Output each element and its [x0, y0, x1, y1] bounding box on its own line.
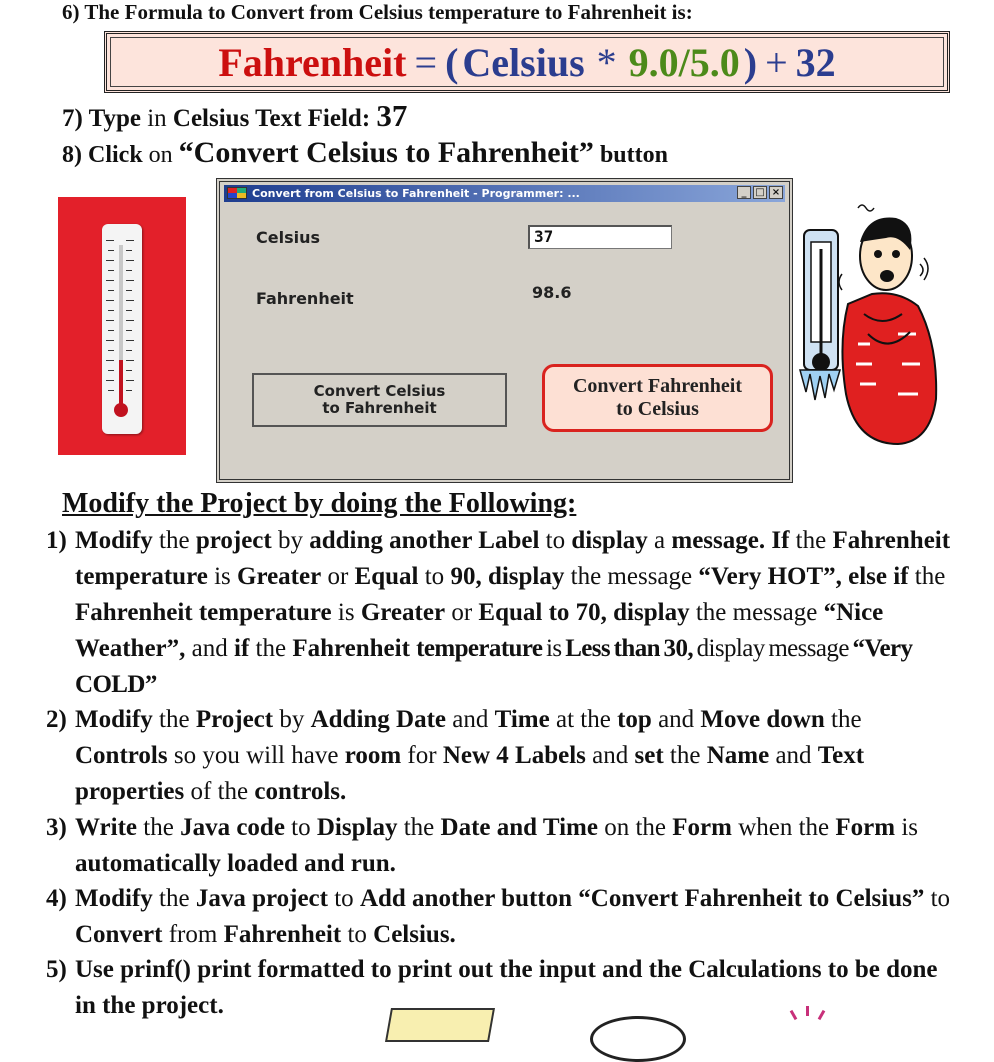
item3-text: the [798, 814, 830, 841]
item2-text: Time [494, 706, 550, 733]
item4-text: Celsius. [373, 921, 456, 948]
item4-text: “Convert Fahrenheit [578, 885, 803, 912]
item1-text: temperature [416, 635, 543, 662]
item2-text: Name [706, 742, 770, 769]
window-titlebar[interactable] [224, 185, 785, 202]
item1-text: is [337, 599, 355, 626]
sparkle-icon [806, 1006, 809, 1016]
item-number: 2) [46, 706, 67, 733]
item4-text: Convert [75, 921, 163, 948]
item2-text: at the [555, 706, 611, 733]
item2-text: Project [195, 706, 274, 733]
item2-text: and [452, 706, 489, 733]
item1-text: Equal to 70, display [478, 599, 690, 626]
item2-text: Controls [75, 742, 168, 769]
item1-text: to [424, 563, 445, 590]
item1-text: the [795, 527, 827, 554]
list-item [46, 881, 956, 953]
item1-text: Greater [237, 563, 322, 590]
item2-text: set [634, 742, 664, 769]
item5-text: to be done in the project. [75, 956, 938, 1019]
item3-text: Date and Time [440, 814, 598, 841]
item4-text: from [168, 921, 218, 948]
decorative-arc-icon [590, 1016, 686, 1062]
item3-text: the [143, 814, 174, 841]
item2-text: controls. [254, 778, 347, 805]
shivering-person-icon [839, 205, 936, 444]
list-item [46, 523, 956, 703]
item1-text: “Very COLD” [75, 635, 913, 698]
item4-text: Fahrenheit [223, 921, 342, 948]
formula-ratio: 9.0/5.0 [628, 39, 740, 85]
item2-text: for [407, 742, 437, 769]
convert-c-line2: to Fahrenheit [322, 399, 437, 417]
formula-times: * [596, 39, 617, 85]
step-7-value: 37 [376, 98, 408, 133]
item1-text: or [451, 599, 473, 626]
maximize-button[interactable]: □ [753, 186, 767, 199]
item1-text: message [607, 563, 693, 590]
step-7-field: Celsius Text Field: [172, 105, 371, 132]
item3-text: the [403, 814, 435, 841]
item1-text: display message [696, 635, 849, 662]
item3-text: Form [672, 814, 732, 841]
item3-text: on the [604, 814, 666, 841]
item1-text: the [914, 563, 946, 590]
item1-text: adding another Label [309, 527, 540, 554]
item1-text: Modify [75, 527, 153, 554]
close-button[interactable]: × [769, 186, 783, 199]
item2-text: Modify [75, 706, 153, 733]
fahrenheit-label: Fahrenheit [256, 289, 354, 308]
item3-text: Form [835, 814, 896, 841]
item2-text: the [159, 706, 190, 733]
window-title: Convert from Celsius to Fahrenheit - Programmer: ... [252, 187, 580, 200]
item4-text: the [159, 885, 190, 912]
decorative-box-icon [385, 1008, 495, 1042]
item1-text: display [571, 527, 648, 554]
item1-text: Fahrenheit temperature [75, 599, 332, 626]
item1-text: Less than 30, [565, 635, 693, 662]
convert-f-line1: Convert Fahrenheit [572, 375, 743, 397]
item1-text: Greater [360, 599, 446, 626]
item4-text: Add another button [359, 885, 573, 912]
item1-text: the [570, 563, 602, 590]
item3-text: when [738, 814, 793, 841]
item-number: 5) [46, 956, 67, 983]
item4-text: Java project [195, 885, 328, 912]
item1-text: the message [695, 599, 818, 626]
item2-text: New 4 Labels [442, 742, 586, 769]
item1-text: a [654, 527, 666, 554]
item1-text: the [255, 635, 287, 662]
formula-open-paren: ( [445, 39, 459, 85]
item1-text: Fahrenheit [292, 635, 410, 662]
step-7-prefix: 7) Type [62, 105, 141, 132]
formula [110, 37, 944, 87]
item3-text: Java code [180, 814, 285, 841]
step-6-heading: 6) The Formula to Convert from Celsius temperature to Fahrenheit is: [62, 0, 693, 24]
formula-equals: = [414, 39, 438, 85]
item4-text: to [930, 885, 951, 912]
list-item [46, 810, 956, 882]
item2-text: by [279, 706, 305, 733]
convert-fahrenheit-to-celsius-button[interactable] [542, 364, 773, 432]
formula-plus: + [765, 39, 788, 85]
step-8-mid: on [148, 142, 173, 168]
item1-text: Equal [354, 563, 419, 590]
item1-text: 90, display [450, 563, 565, 590]
list-item [46, 702, 956, 810]
app-icon [227, 187, 247, 199]
item1-text: Fahrenheit temperature [75, 527, 951, 590]
cold-person-illustration [798, 194, 938, 446]
item3-text: automatically loaded and run. [75, 850, 396, 877]
celsius-input[interactable]: 37 [528, 225, 672, 249]
thermometer-mercury [119, 360, 123, 405]
converter-window [216, 178, 793, 483]
formula-celsius: Celsius [462, 39, 585, 85]
formula-const: 32 [795, 39, 836, 85]
item1-text: to [545, 527, 566, 554]
item2-text: Move [700, 706, 761, 733]
celsius-label: Celsius [256, 228, 320, 247]
item1-text: if [234, 635, 250, 662]
item3-text: Display [316, 814, 398, 841]
formula-close-paren: ) [743, 39, 758, 85]
convert-f-line2: to Celsius [616, 398, 699, 420]
convert-c-line1: Convert Celsius [313, 382, 446, 400]
item2-text: and [775, 742, 812, 769]
item1-text: the [159, 527, 190, 554]
item4-text: to [347, 921, 367, 948]
item-number: 3) [46, 814, 67, 841]
fahrenheit-value: 98.6 [532, 283, 572, 302]
step-7 [62, 98, 407, 134]
item1-text: “Very HOT”, else if [698, 563, 909, 590]
step-8-quote: “Convert Celsius to Fahrenheit” [178, 136, 594, 169]
item3-text: Write [75, 814, 138, 841]
item2-text: room [344, 742, 402, 769]
minimize-button[interactable]: _ [737, 186, 751, 199]
item2-text: down [766, 706, 825, 733]
item1-text: message. If [671, 527, 790, 554]
item1-text: is [214, 563, 231, 590]
item2-text: Text properties [75, 742, 865, 805]
item1-text: “Nice Weather”, [75, 599, 884, 662]
frozen-thermometer-icon [800, 230, 840, 400]
item2-text: so you will have [173, 742, 339, 769]
item2-text: the [669, 742, 701, 769]
item5-text: Use prinf() print formatted to print out the input and the Calculations [75, 956, 822, 983]
thermometer-ticks-left [106, 240, 116, 410]
item1-text: and [191, 635, 228, 662]
item2-text: and [658, 706, 695, 733]
item4-text: to [334, 885, 354, 912]
modify-heading: Modify the Project by doing the Following: [62, 488, 577, 519]
item2-text: and [592, 742, 629, 769]
step-8-suffix: button [599, 142, 668, 168]
item1-text: is [546, 635, 562, 662]
item1-text: project [195, 527, 272, 554]
thermometer-ticks-right [126, 240, 136, 410]
formula-box [104, 31, 950, 93]
item3-text: to [291, 814, 311, 841]
item2-text: the [831, 706, 862, 733]
item2-text: top [617, 706, 652, 733]
formula-fahrenheit: Fahrenheit [218, 39, 407, 85]
step-8 [62, 136, 668, 170]
item-number: 1) [46, 527, 67, 554]
item-number: 4) [46, 885, 67, 912]
item1-text: by [277, 527, 303, 554]
item2-text: of the [190, 778, 249, 805]
step-7-mid: in [147, 105, 167, 132]
step-8-prefix: 8) Click [62, 142, 143, 168]
item1-text: or [327, 563, 349, 590]
item4-text: Modify [75, 885, 153, 912]
item3-text: is [901, 814, 919, 841]
item4-text: to Celsius” [808, 885, 925, 912]
convert-celsius-to-fahrenheit-button[interactable] [252, 373, 507, 427]
item2-text: Adding Date [310, 706, 447, 733]
